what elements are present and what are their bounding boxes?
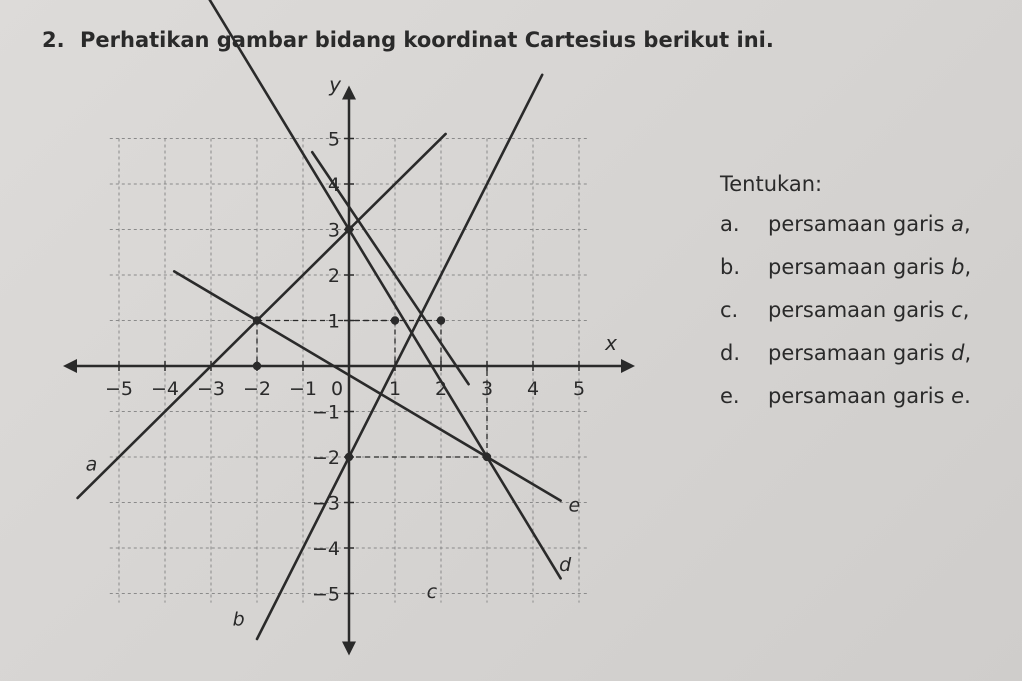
graph-point xyxy=(345,453,353,461)
task-item: a. persamaan garis a, xyxy=(720,212,971,236)
x-tick-label: −4 xyxy=(150,378,180,400)
task-heading: Tentukan: xyxy=(720,172,823,196)
graph-point xyxy=(437,316,445,324)
task-item: b. persamaan garis b, xyxy=(720,255,972,279)
y-axis-arrow-down xyxy=(342,642,356,656)
axes xyxy=(63,86,635,656)
line-b xyxy=(257,72,542,639)
line-e xyxy=(174,271,560,500)
x-tick-label: 0 xyxy=(330,378,344,400)
x-tick-label: 3 xyxy=(480,378,494,400)
line-label-c: c xyxy=(426,581,438,604)
x-axis-arrow-right xyxy=(621,359,635,373)
y-tick-label: −4 xyxy=(311,538,340,560)
task-item: e. persamaan garis e. xyxy=(720,384,971,408)
y-tick-label: −5 xyxy=(311,583,340,606)
line-a xyxy=(78,134,446,498)
x-axis-label: x xyxy=(605,331,617,355)
x-tick-label: 4 xyxy=(526,378,540,400)
x-tick-label: −3 xyxy=(196,378,226,400)
task-list xyxy=(720,172,971,427)
task-item: c. persamaan garis c, xyxy=(720,298,970,322)
question-number: 2. xyxy=(42,28,65,52)
x-axis-arrow-left xyxy=(63,359,77,373)
line-label-d: d xyxy=(559,553,572,576)
line-d xyxy=(197,0,560,578)
y-axis-arrow-up xyxy=(342,86,356,100)
x-tick-label: −2 xyxy=(242,378,272,400)
line-label-a: a xyxy=(85,453,98,476)
task-item: d. persamaan garis d, xyxy=(720,341,972,365)
line-label-b: b xyxy=(232,608,245,631)
x-tick-label: −5 xyxy=(104,378,134,400)
x-tick-label: −1 xyxy=(288,378,318,400)
y-tick-label: −3 xyxy=(311,492,340,515)
line-label-e: e xyxy=(568,494,581,517)
y-tick-label: −2 xyxy=(311,447,340,469)
x-tick-label: 2 xyxy=(434,378,448,400)
y-tick-label: 1 xyxy=(327,310,340,333)
x-tick-label: 1 xyxy=(388,378,402,400)
y-tick-label: 5 xyxy=(327,128,340,151)
graph-point xyxy=(391,316,399,324)
graph-point xyxy=(253,316,261,324)
graph-point xyxy=(253,362,261,370)
question-text: Perhatikan gambar bidang koordinat Cartesius berikut ini. xyxy=(80,28,774,52)
y-tick-label: −1 xyxy=(311,401,340,424)
graph-points xyxy=(253,225,494,461)
y-tick-label: 3 xyxy=(327,219,340,242)
graph-point xyxy=(483,453,491,461)
y-axis-label: y xyxy=(329,72,341,97)
x-tick-label: 5 xyxy=(572,378,586,400)
y-tick-label: 2 xyxy=(327,265,340,287)
y-tick-label: 4 xyxy=(327,174,340,196)
graph-point xyxy=(345,225,353,233)
